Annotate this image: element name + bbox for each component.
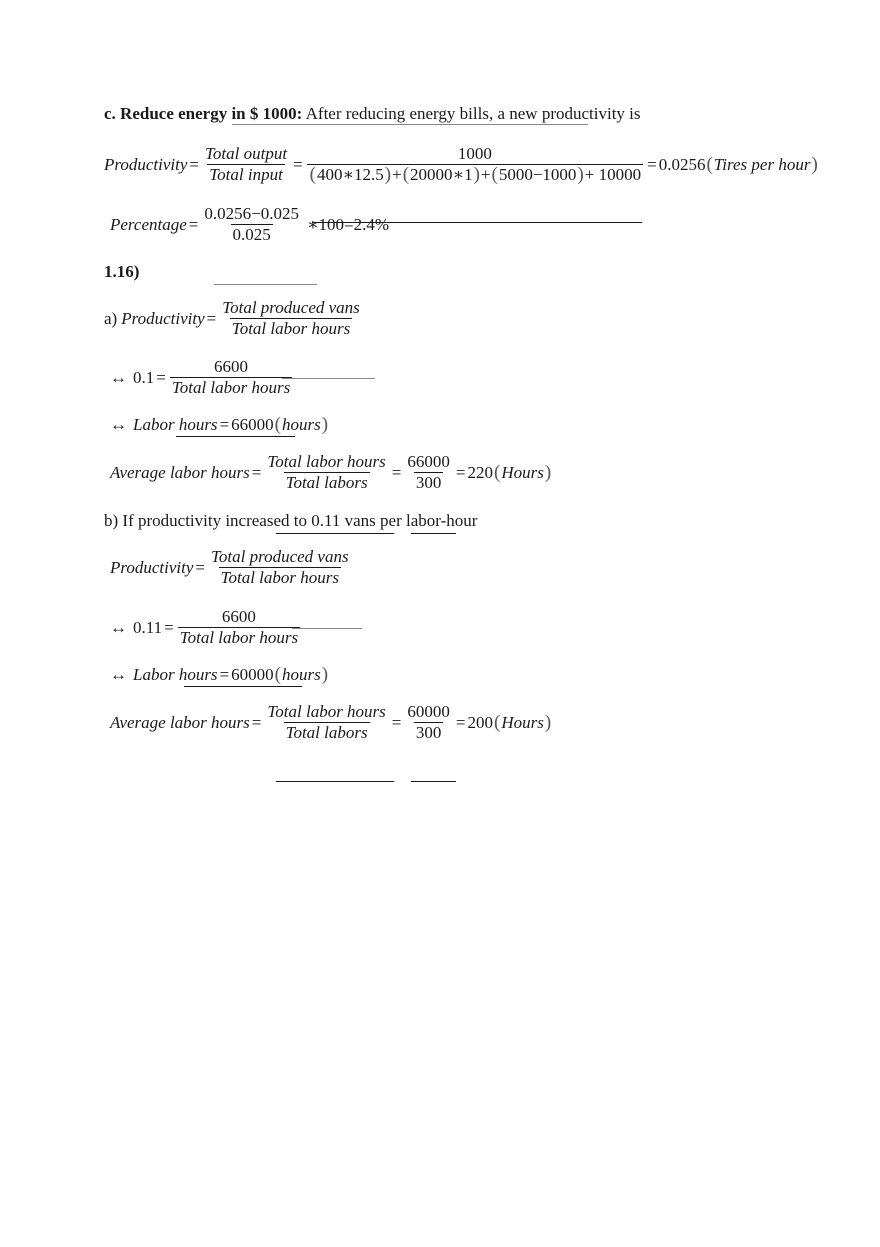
eq-a2-den: Total labor hours — [171, 378, 291, 397]
eq-a4-lhs: Average labor hours — [110, 462, 250, 482]
eq-b1-den: Total labor hours — [220, 568, 339, 587]
decor-line — [282, 378, 375, 379]
eq-c2-rest: ∗100=2.4% — [306, 214, 390, 234]
eq-b4-num2: 60000 — [407, 702, 450, 721]
heading-116: 1.16) — [104, 262, 140, 281]
equals-sign: = — [251, 712, 262, 732]
decor-line — [214, 284, 317, 285]
arrow-icon: ↔ — [110, 665, 127, 684]
eq-c1-num: Total output — [205, 144, 288, 163]
eq-c1-term1: 400∗12.5 — [316, 165, 384, 184]
eq-a1-den: Total labor hours — [231, 319, 351, 338]
eq-c1-term4: 10000 — [598, 165, 642, 184]
eq-b2-den: Total labor hours — [179, 628, 299, 647]
equals-sign: = — [391, 462, 402, 482]
eq-a4-den2: 300 — [415, 473, 442, 492]
part-b-text: b) If productivity increased to 0.11 vans per labor-hour — [104, 511, 478, 530]
eq-b4-frac1 — [265, 702, 387, 743]
equals-sign: = — [164, 617, 174, 637]
eq-a4-frac1 — [265, 452, 387, 493]
eq-c1-frac1 — [203, 144, 289, 185]
eq-a2 — [110, 357, 294, 398]
eq-b1 — [110, 547, 353, 588]
eq-c2-frac — [202, 204, 301, 245]
equals-sign: = — [391, 712, 402, 732]
eq-a3-value: 66000 — [231, 415, 274, 434]
equals-sign: = — [195, 557, 205, 577]
decor-line — [276, 533, 394, 534]
eq-b3-lhs: Labor hours — [133, 665, 218, 684]
decor-line — [411, 533, 456, 534]
eq-b4-unit: Hours — [501, 712, 544, 732]
part-c-line — [104, 104, 641, 124]
part-c-text: After reducing energy bills, a new productivity is — [305, 104, 641, 123]
equals-sign: = — [455, 462, 466, 482]
eq-c1-term3: 5000−1000 — [498, 165, 577, 184]
equals-sign: = — [219, 415, 230, 434]
eq-b4-frac2 — [405, 702, 452, 743]
decor-line — [292, 628, 362, 629]
eq-a3-lhs: Labor hours — [133, 415, 218, 434]
eq-a1-num: Total produced vans — [222, 298, 360, 317]
eq-b1-frac — [209, 547, 351, 588]
decor-line — [312, 222, 642, 223]
eq-c1-frac2 — [307, 144, 643, 185]
equals-sign: = — [455, 712, 466, 732]
part-c-label: c. Reduce energy in $ 1000: — [104, 104, 303, 123]
part-a-label: a) — [104, 308, 118, 328]
eq-a4-num: Total labor hours — [267, 452, 386, 471]
equals-sign: = — [156, 367, 166, 387]
eq-c1-den2: (400∗12.5)+(20000∗1)+(5000−1000)+ 10000 — [307, 164, 643, 185]
eq-b3-value: 60000 — [231, 665, 274, 684]
eq-b4-den: Total labors — [285, 723, 368, 742]
eq-a1 — [104, 298, 364, 339]
eq-a1-lhs: Productivity — [121, 308, 205, 328]
eq-c2-num: 0.0256−0.025 — [204, 204, 299, 223]
decor-line — [176, 436, 295, 437]
decor-line — [184, 686, 302, 687]
eq-b3-unit: hours — [281, 665, 321, 684]
eq-a4-unit: Hours — [501, 462, 544, 482]
equals-sign: = — [647, 154, 657, 174]
eq-c1-term2: 20000∗1 — [410, 165, 473, 184]
decor-line — [232, 124, 588, 125]
eq-c2-lhs: Percentage — [110, 214, 187, 234]
equals-sign: = — [189, 154, 199, 174]
eq-a3-unit: hours — [281, 415, 321, 434]
eq-b2-frac — [178, 607, 300, 648]
eq-a4-num2: 66000 — [407, 452, 450, 471]
eq-a4-frac2 — [405, 452, 452, 493]
eq-b4: Average labor hours = $\frac{\text{Total labor hours}}{\text{Total labors}}$ = $\frac{60000}{300}$ = 200 ( Hours ) — [110, 702, 552, 742]
eq-b4-lhs: Average labor hours — [110, 712, 250, 732]
eq-a2-frac — [170, 357, 292, 398]
eq-a2-value: 0.1 — [133, 367, 155, 387]
eq-c2 — [110, 204, 389, 245]
decor-line — [411, 781, 456, 782]
eq-a4-den: Total labors — [285, 473, 368, 492]
eq-a1-frac — [220, 298, 362, 339]
eq-a3: ↔ Labor hours = 66000 ( hours ) — [110, 414, 329, 435]
equals-sign: = — [293, 154, 303, 174]
eq-b2 — [110, 607, 302, 648]
eq-b4-den2: 300 — [415, 723, 442, 742]
eq-b1-lhs: Productivity — [110, 557, 194, 577]
equals-sign: = — [206, 308, 217, 328]
eq-a4: Average labor hours = $\frac{\text{Total labor hours}}{\text{Total labors}}$ = $\frac{66000}{300}$ = 220 ( Hours ) — [110, 452, 552, 492]
eq-c1: Productivity = $\frac{\text{Total output}}{\text{Total input}}$ = $\frac{1000}{(400∗12.5)+(20000∗1)+(5000-1000)+ 10000}$ = 0.0256 ( Tires per hour ) — [104, 144, 818, 185]
eq-c1-num2: 1000 — [457, 144, 492, 163]
eq-b2-value: 0.11 — [133, 617, 163, 637]
eq-b2-num: 6600 — [221, 607, 256, 626]
eq-c2-den: 0.025 — [232, 225, 271, 244]
equals-sign: = — [188, 214, 199, 234]
eq-b4-result: 200 — [467, 712, 493, 732]
eq-c1-unit: Tires per hour — [713, 154, 811, 174]
eq-c1-lhs: Productivity — [104, 154, 188, 174]
eq-a2-num: 6600 — [214, 357, 249, 376]
eq-b3: ↔ Labor hours = 60000 ( hours ) — [110, 664, 329, 685]
equals-sign: = — [219, 665, 230, 684]
eq-c1-result: 0.0256 — [658, 154, 706, 174]
eq-c1-den: Total input — [209, 165, 283, 184]
decor-line — [276, 781, 394, 782]
arrow-icon: ↔ — [110, 617, 127, 637]
eq-b1-num: Total produced vans — [211, 547, 349, 566]
arrow-icon: ↔ — [110, 415, 127, 434]
equals-sign: = — [251, 462, 262, 482]
eq-a4-result: 220 — [467, 462, 493, 482]
arrow-icon: ↔ — [110, 367, 127, 387]
eq-b4-num: Total labor hours — [267, 702, 386, 721]
